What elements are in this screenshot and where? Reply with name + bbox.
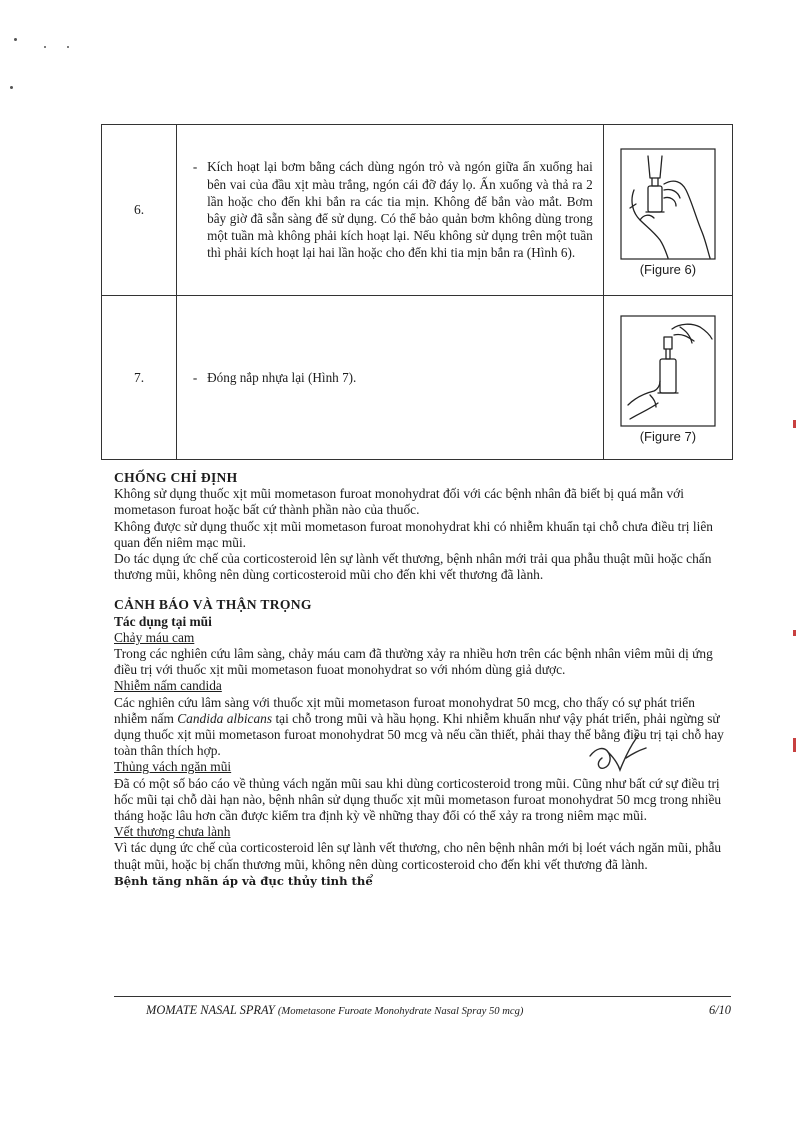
contraindication-paragraph: Do tác dụng ức chế của corticosteroid lên sự lành vết thương, bệnh nhân mới trải qua phẫu thuật mũi hoặc chấn thương mũi, không nên dùng corticosteroid mũi cho đến khi vết thương đã lành. xyxy=(114,551,712,583)
warnings-heading: CẢNH BÁO VÀ THẬN TRỌNG xyxy=(114,597,312,613)
scan-edge-mark xyxy=(793,420,796,428)
candida-text-part: Các nghiên cứu lâm sàng với thuốc xịt mũi mometason furoat monohydrat 50 mcg, cho thấy có sự phát triển nhiễm nấm xyxy=(114,694,695,726)
instruction-steps-table xyxy=(101,124,733,460)
step-row xyxy=(102,296,733,460)
scan-speck xyxy=(10,86,13,89)
step-text-cell xyxy=(177,296,604,460)
step-text-cell xyxy=(177,125,604,296)
contraindications-heading: CHỐNG CHỈ ĐỊNH xyxy=(114,470,238,485)
scan-speck xyxy=(44,46,46,48)
step-number: 7. xyxy=(102,296,177,460)
scan-edge-mark xyxy=(793,738,796,752)
footer-product: MOMATE NASAL SPRAY xyxy=(146,1003,275,1017)
scan-edge-mark xyxy=(793,630,796,636)
candida-text-part: tại chỗ trong mũi và hầu họng. Khi nhiễm khuẩn như vậy phát triển, phải ngừng sử dụng thuốc xịt mũi mometason furoat monohydrat 50 mcg và nếu cần thiết, phải thay thế bằng điều trị tại chỗ hay toàn thân thích hợp. xyxy=(114,710,724,759)
section-gap xyxy=(114,583,726,597)
candida-title: Nhiễm nấm candida xyxy=(114,678,222,694)
nasal-effects-subheading: Tác dụng tại mũi xyxy=(114,613,212,629)
perforation-paragraph: Đã có một số báo cáo về thủng vách ngăn mũi sau khi dùng corticosteroid trong mũi. Cũng như bất cứ sự điều trị hốc mũi tại chỗ dài hạn nào, bệnh nhân sử dụng thuốc xịt mũi mometason furoat monohydrat 50 mcg trong nhiều tháng hoặc lâu hơn cần được kiểm tra định kỳ về những thay đổi có thể xảy ra trong niêm mạc mũi. xyxy=(114,775,722,824)
figure-caption: (Figure 7) xyxy=(639,429,697,444)
figure-caption: (Figure 6) xyxy=(639,261,697,277)
page-footer xyxy=(146,1003,731,1018)
footer-rule xyxy=(114,996,731,997)
candida-species: Candida albicans xyxy=(177,710,273,726)
healing-paragraph: Vì tác dụng ức chế của corticosteroid lên sự lành vết thương, cho nên bệnh nhân mới bị loét vách ngăn mũi, phẫu thuật mũi, hoặc bị chấn thương mũi, không nên dùng corticosteroid cho đến khi vết thương đã lành. xyxy=(114,840,722,872)
perforation-title: Thủng vách ngăn mũi xyxy=(114,759,232,775)
step-text: Đóng nắp nhựa lại (Hình 7). xyxy=(207,369,357,385)
footer-subtitle: (Mometasone Furoate Monohydrate Nasal Spray 50 mcg) xyxy=(277,1006,524,1017)
footer-title xyxy=(146,1003,523,1018)
step-figure-cell xyxy=(603,125,732,296)
handwritten-signature-mark xyxy=(580,728,660,772)
scan-speck xyxy=(14,38,17,41)
step-text: Kích hoạt lại bơm bằng cách dùng ngón trỏ và ngón giữa ấn xuống hai bên vai của đầu xịt màu trắng, ngón cái đỡ đáy lọ. Ấn xuống và thả ra 2 lần hoặc cho đến khi bắn ra các tia mịn. Không để bắn vào mắt. Bơm bây giờ đã sẵn sàng để sử dụng. Có thể bảo quản bơm không dùng trong một tuần mà không phải kích hoạt lại. Nếu không sử dụng trên một tuần thì phải kích hoạt lại hai lần hoặc cho đến khi tia mịn bắn ra (Hình 6). xyxy=(207,159,593,261)
step-number: 6. xyxy=(102,125,177,296)
contraindication-paragraph: Không được sử dụng thuốc xịt mũi mometason furoat monohydrat khi có nhiễm khuẩn tại chỗ chưa điều trị liên quan đến niêm mạc mũi. xyxy=(114,518,713,550)
epistaxis-paragraph: Trong các nghiên cứu lâm sàng, chảy máu cam đã thường xảy ra nhiều hơn trên các bệnh nhân viêm mũi dị ứng điều trị với thuốc xịt mũi mometason fuoat monohydrat so với nhóm dùng giả dược. xyxy=(114,646,713,678)
scan-speck xyxy=(67,46,69,48)
hand-priming-spray-icon xyxy=(620,148,716,260)
healing-title: Vết thương chưa lành xyxy=(114,824,231,840)
step-text-wrap xyxy=(177,369,603,386)
figure-7 xyxy=(604,315,732,444)
page-number: 6/10 xyxy=(708,1003,731,1017)
step-figure-cell xyxy=(603,296,732,460)
glaucoma-heading: Bệnh tăng nhãn áp và đục thủy tinh thể xyxy=(114,873,373,888)
figure-6 xyxy=(604,148,732,277)
step-bullet: - xyxy=(192,369,198,385)
step-row xyxy=(102,125,733,296)
step-text-wrap xyxy=(177,158,603,261)
epistaxis-title: Chảy máu cam xyxy=(114,629,195,645)
hand-capping-bottle-icon xyxy=(620,315,716,427)
document-body xyxy=(114,470,726,889)
contraindication-paragraph: Không sử dụng thuốc xịt mũi mometason furoat monohydrat đối với các bệnh nhân đã biết bị quá mẫn với mometason furoat hoặc bất cứ thành phần nào của thuốc. xyxy=(114,486,684,518)
step-bullet: - xyxy=(192,159,198,175)
